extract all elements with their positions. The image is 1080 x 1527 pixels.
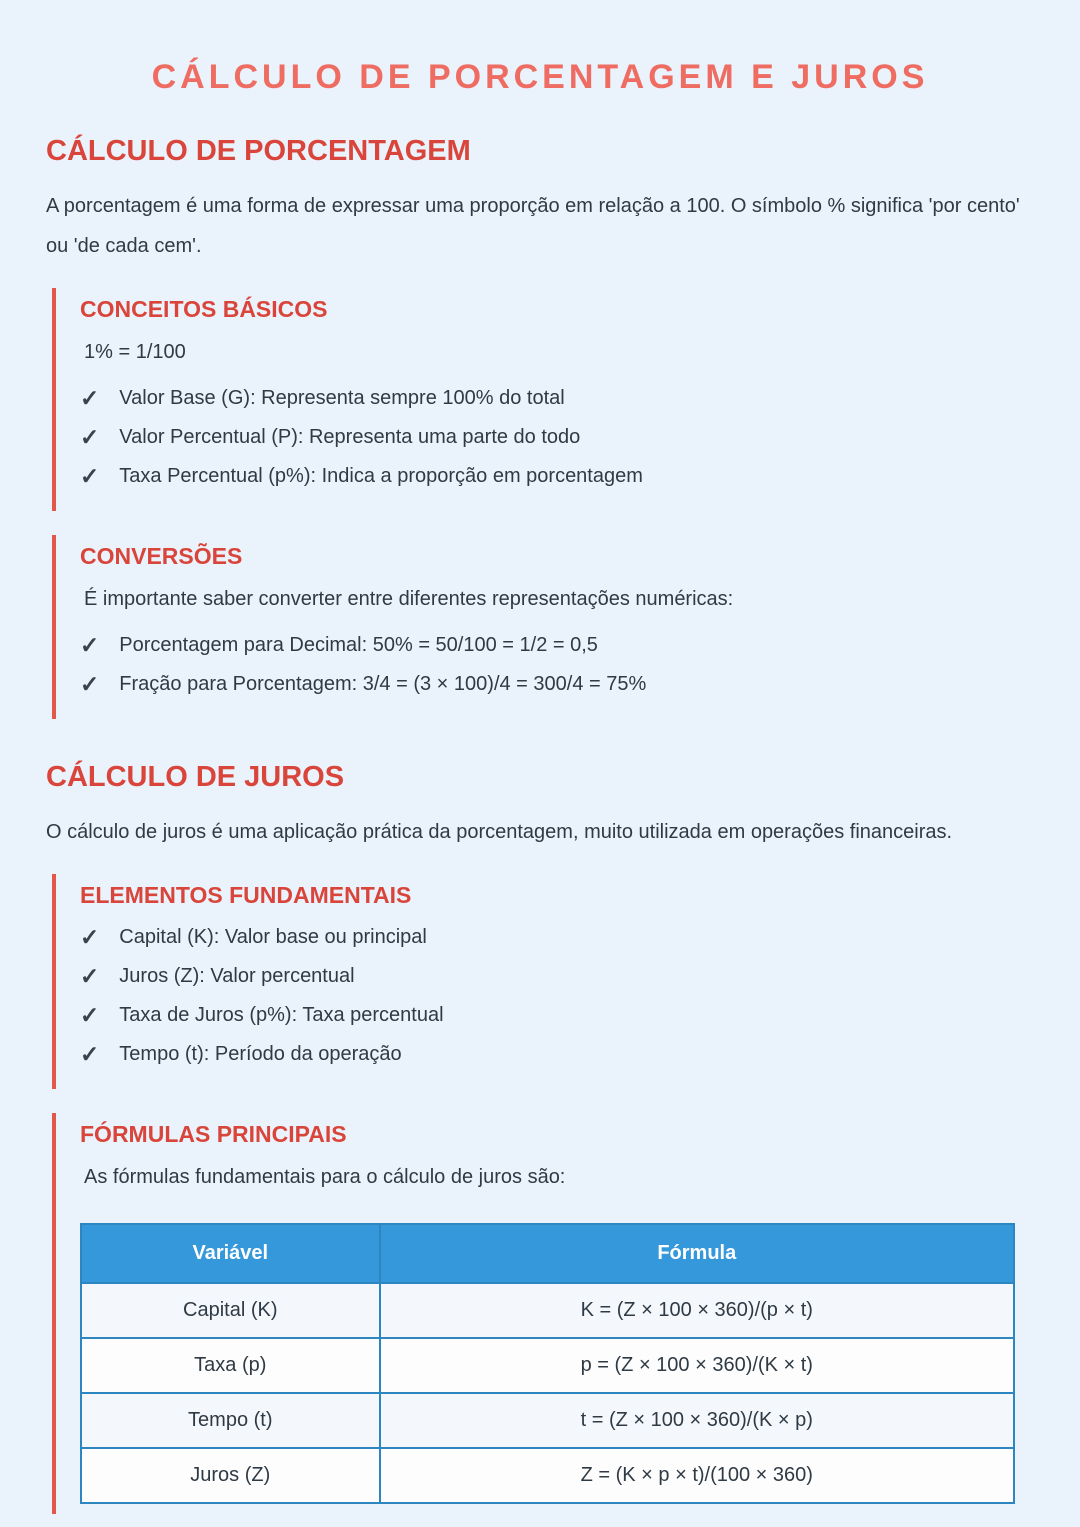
check-item-label: Taxa Percentual (p%): Indica a proporção em porcentagem bbox=[119, 465, 643, 487]
formula-table bbox=[80, 1223, 1015, 1504]
table-cell: Juros (Z) bbox=[81, 1448, 380, 1503]
check-item-label: Porcentagem para Decimal: 50% = 50/100 = 1/2 = 0,5 bbox=[119, 634, 598, 656]
block-conversoes bbox=[52, 535, 1034, 719]
block-conceitos-basicos bbox=[52, 288, 1034, 511]
section-porcentagem bbox=[46, 135, 1034, 719]
check-icon: ✓ bbox=[80, 1002, 100, 1028]
check-item-label: Fração para Porcentagem: 3/4 = (3 × 100)/4 = 300/4 = 75% bbox=[119, 673, 647, 695]
table-row bbox=[81, 1338, 1014, 1393]
check-icon: ✓ bbox=[80, 424, 100, 450]
check-list-item bbox=[80, 384, 1034, 413]
check-item-label: Juros (Z): Valor percentual bbox=[119, 965, 355, 987]
check-list-item bbox=[80, 631, 1034, 660]
block-note-conceitos: 1% = 1/100 bbox=[84, 341, 186, 363]
check-icon: ✓ bbox=[80, 1041, 100, 1067]
check-list-item bbox=[80, 1001, 1034, 1030]
table-header-cell: Variável bbox=[81, 1224, 380, 1283]
check-list-item bbox=[80, 670, 1034, 699]
check-item-label: Valor Base (G): Representa sempre 100% do total bbox=[119, 387, 565, 409]
check-icon: ✓ bbox=[80, 463, 100, 489]
check-item-label: Taxa de Juros (p%): Taxa percentual bbox=[119, 1004, 444, 1026]
section-juros bbox=[46, 761, 1034, 1514]
check-item-label: Tempo (t): Período da operação bbox=[119, 1043, 402, 1065]
table-cell: Capital (K) bbox=[81, 1283, 380, 1338]
section-intro-porcentagem: A porcentagem é uma forma de expressar uma proporção em relação a 100. O símbolo % significa 'por cento' ou 'de cada cem'. bbox=[46, 195, 1020, 257]
block-heading-conversoes: CONVERSÕES bbox=[80, 543, 243, 569]
block-heading-conceitos: CONCEITOS BÁSICOS bbox=[80, 296, 328, 322]
check-item-label: Capital (K): Valor base ou principal bbox=[119, 926, 427, 948]
checklist-elementos bbox=[80, 923, 1034, 1069]
check-item-label: Valor Percentual (P): Representa uma parte do todo bbox=[119, 426, 581, 448]
block-heading-formulas: FÓRMULAS PRINCIPAIS bbox=[80, 1121, 347, 1147]
table-cell: Taxa (p) bbox=[81, 1338, 380, 1393]
checklist-conversoes bbox=[80, 631, 1034, 699]
block-formulas-principais bbox=[52, 1113, 1034, 1514]
check-list-item bbox=[80, 423, 1034, 452]
check-list-item bbox=[80, 462, 1034, 491]
check-list-item bbox=[80, 1040, 1034, 1069]
section-divider-space bbox=[46, 743, 1034, 761]
table-header-row bbox=[81, 1224, 1014, 1283]
check-list-item bbox=[80, 962, 1034, 991]
check-icon: ✓ bbox=[80, 671, 100, 697]
check-icon: ✓ bbox=[80, 963, 100, 989]
check-list-item bbox=[80, 923, 1034, 952]
block-note-conversoes: É importante saber converter entre diferentes representações numéricas: bbox=[84, 588, 734, 610]
formula-table-container bbox=[80, 1223, 1015, 1504]
table-cell: K = (Z × 100 × 360)/(p × t) bbox=[380, 1283, 1014, 1338]
check-icon: ✓ bbox=[80, 385, 100, 411]
block-heading-elementos: ELEMENTOS FUNDAMENTAIS bbox=[80, 882, 412, 908]
checklist-conceitos bbox=[80, 384, 1034, 491]
section-heading-porcentagem: CÁLCULO DE PORCENTAGEM bbox=[46, 135, 471, 167]
table-cell: t = (Z × 100 × 360)/(K × p) bbox=[380, 1393, 1014, 1448]
table-row bbox=[81, 1283, 1014, 1338]
table-header-cell: Fórmula bbox=[380, 1224, 1014, 1283]
page-title: CÁLCULO DE PORCENTAGEM E JUROS bbox=[151, 58, 929, 96]
table-cell: p = (Z × 100 × 360)/(K × t) bbox=[380, 1338, 1014, 1393]
table-row bbox=[81, 1393, 1014, 1448]
table-cell: Tempo (t) bbox=[81, 1393, 380, 1448]
check-icon: ✓ bbox=[80, 924, 100, 950]
check-icon: ✓ bbox=[80, 632, 100, 658]
section-heading-juros: CÁLCULO DE JUROS bbox=[46, 761, 345, 793]
section-intro-juros: O cálculo de juros é uma aplicação prática da porcentagem, muito utilizada em operações financeiras. bbox=[46, 821, 953, 843]
block-note-formulas: As fórmulas fundamentais para o cálculo de juros são: bbox=[84, 1166, 566, 1188]
block-elementos-fundamentais bbox=[52, 874, 1034, 1089]
table-row bbox=[81, 1448, 1014, 1503]
table-cell: Z = (K × p × t)/(100 × 360) bbox=[380, 1448, 1014, 1503]
